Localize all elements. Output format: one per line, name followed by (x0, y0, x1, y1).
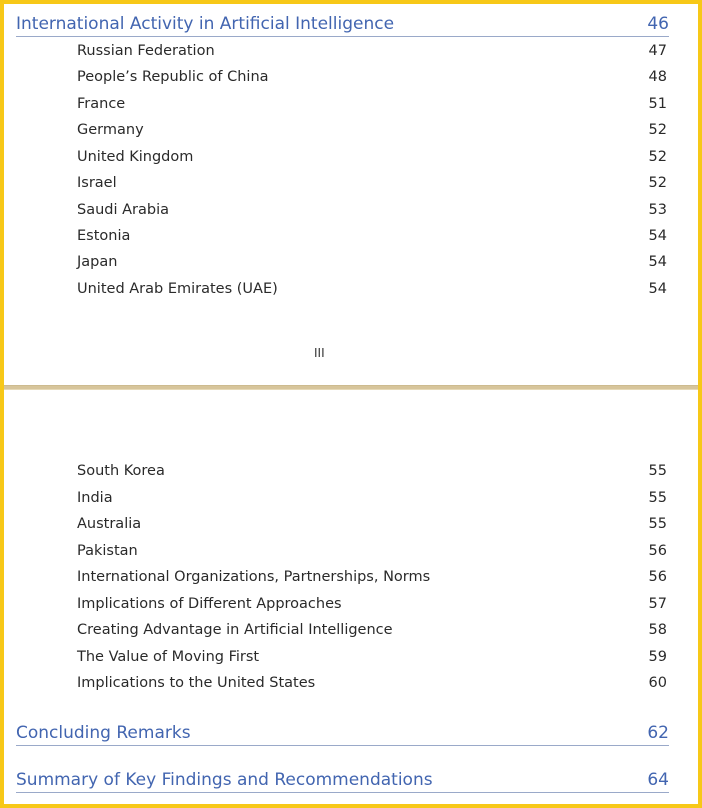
toc-entry[interactable] (77, 173, 667, 195)
toc-entry[interactable] (77, 200, 667, 222)
toc-entry-label: Pakistan (77, 543, 138, 559)
toc-entry-label: India (77, 490, 113, 506)
toc-entry[interactable] (77, 673, 667, 695)
toc-entry-label: South Korea (77, 463, 165, 479)
toc-entry[interactable] (77, 567, 667, 589)
toc-entry-label: Saudi Arabia (77, 202, 170, 218)
toc-entry[interactable] (77, 41, 667, 63)
section-page-number: 62 (647, 723, 669, 743)
toc-entry-label: The Value of Moving First (77, 649, 260, 665)
toc-entry-label: International Organizations, Partnerships, Norms (77, 569, 431, 585)
toc-entry-page: 48 (648, 69, 667, 85)
toc-entry[interactable] (77, 252, 667, 274)
toc-entry-page: 55 (648, 516, 667, 532)
toc-entry-page: 56 (648, 569, 667, 585)
toc-entry-label: Creating Advantage in Artificial Intelligence (77, 622, 393, 638)
toc-entry-page: 54 (648, 228, 667, 244)
toc-entry-label: Implications to the United States (77, 675, 316, 691)
section-title: Summary of Key Findings and Recommendations (16, 770, 433, 790)
toc-entry-label: People’s Republic of China (77, 69, 269, 85)
toc-entry[interactable] (77, 514, 667, 536)
toc-entry-label: Australia (77, 516, 142, 532)
toc-entry-page: 53 (648, 202, 667, 218)
toc-entry[interactable] (77, 226, 667, 248)
toc-entry[interactable] (77, 67, 667, 89)
toc-entry-page: 54 (648, 254, 667, 270)
section-title: International Activity in Artificial Intelligence (16, 14, 395, 34)
toc-entry-page: 47 (648, 43, 667, 59)
toc-entry-page: 52 (648, 149, 667, 165)
toc-section-summary-key-findings[interactable] (16, 764, 669, 793)
toc-entry-label: Implications of Different Approaches (77, 596, 342, 612)
toc-page-bottom (4, 391, 698, 804)
toc-entry-label: Israel (77, 175, 117, 191)
toc-entry[interactable] (77, 461, 667, 483)
toc-entry-page: 54 (648, 281, 667, 297)
toc-entry-page: 52 (648, 175, 667, 191)
toc-entry[interactable] (77, 647, 667, 669)
toc-entry-page: 56 (648, 543, 667, 559)
toc-entry[interactable] (77, 147, 667, 169)
toc-entry-label: France (77, 96, 126, 112)
toc-entry-label: Estonia (77, 228, 131, 244)
toc-entry-label: Japan (77, 254, 118, 270)
toc-entry-label: Germany (77, 122, 144, 138)
page-folio: III (314, 346, 325, 360)
toc-entry-page: 55 (648, 490, 667, 506)
toc-entry[interactable] (77, 94, 667, 116)
toc-section-international-activity[interactable] (16, 8, 669, 37)
toc-entry-page: 58 (648, 622, 667, 638)
toc-entry[interactable] (77, 488, 667, 510)
toc-entry-page: 55 (648, 463, 667, 479)
section-page-number: 64 (647, 770, 669, 790)
toc-entry-page: 51 (648, 96, 667, 112)
toc-page-top (4, 4, 698, 386)
page-break-divider (4, 385, 698, 390)
section-page-number: 46 (647, 14, 669, 34)
toc-entry[interactable] (77, 120, 667, 142)
toc-entry[interactable] (77, 594, 667, 616)
toc-entry-label: Russian Federation (77, 43, 215, 59)
toc-entry-page: 52 (648, 122, 667, 138)
toc-entry-page: 57 (648, 596, 667, 612)
toc-entry[interactable] (77, 541, 667, 563)
toc-entry-label: United Arab Emirates (UAE) (77, 281, 278, 297)
toc-entry[interactable] (77, 620, 667, 642)
toc-entry-label: United Kingdom (77, 149, 194, 165)
toc-entry[interactable] (77, 279, 667, 301)
toc-entry-page: 59 (648, 649, 667, 665)
toc-section-concluding-remarks[interactable] (16, 717, 669, 746)
section-title: Concluding Remarks (16, 723, 191, 743)
toc-entry-page: 60 (648, 675, 667, 691)
